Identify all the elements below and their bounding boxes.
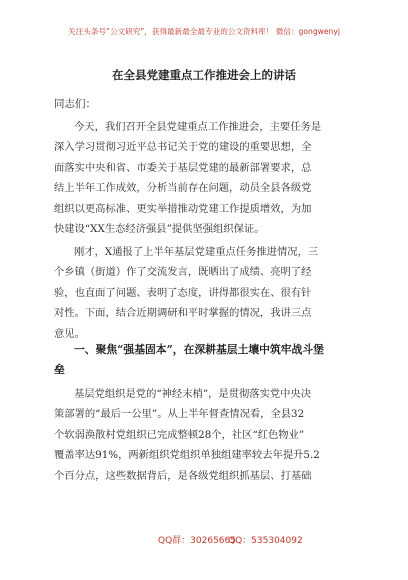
promo-header: 关注头条号“公文研究”，获得最新最全最专业的公文资料库！ 微信：gongwenyj — [68, 27, 340, 36]
heading-line: 垒 — [54, 363, 65, 377]
qq-group: QQ群：30265665 — [158, 536, 236, 546]
section-heading-1 — [54, 340, 358, 381]
text-line: 快建设“XX生态经济强县”提供坚强组织保证。 — [54, 223, 265, 236]
paragraph-summary — [54, 242, 356, 344]
text-line: 面落实中央和省、市委关于基层党建的最新部署要求，总 — [54, 161, 312, 174]
paragraph-intro — [54, 117, 356, 239]
text-line: 对性。下面，结合近期调研和平时掌握的情况，我讲三点 — [54, 307, 312, 320]
text-line: 组织以更高标准、更实举措推动党建工作提质增效，为加 — [54, 202, 312, 215]
text-line: 个乡镇（街道）作了交流发言，既晒出了成绩、亮明了经 — [54, 266, 312, 279]
text-line: 基层党组织是党的“神经末梢”，是贯彻落实党中央决 — [74, 388, 312, 400]
text-line: 覆盖率达91%，两新组织党组织单独组建率较去年提升5.2 — [54, 449, 320, 462]
text-line: 意见。 — [54, 327, 85, 340]
paragraph-section-1 — [54, 384, 356, 486]
text-line: 策部署的“最后一公里”。从上半年督查情况看，全县32 — [54, 408, 305, 421]
text-line: 刚才，X通报了上半年基层党建重点任务推进情况，三 — [74, 246, 319, 258]
text-line: 个软弱涣散村党组织已完成整顿28个，社区“红色物业” — [54, 428, 305, 441]
document-title: 在全县党建重点工作推进会上的讲话 — [112, 68, 296, 82]
text-line: 结上半年工作成效，分析当前存在问题，动员全县各级党 — [54, 182, 312, 195]
salutation: 同志们： — [54, 98, 96, 110]
heading-line: 一、聚焦“强基固本”，在深耕基层土壤中筑牢战斗堡 — [74, 343, 324, 356]
qq-contact: QQ：535304092 — [228, 536, 303, 546]
text-line: 深入学习贯彻习近平总书记关于党的建设的重要思想，全 — [54, 141, 312, 154]
text-line: 验，也直面了问题、表明了态度，讲得都很实在、很有针 — [54, 286, 312, 299]
text-line: 个百分点，这些数据背后，是各级党组织抓基层、打基础 — [54, 469, 312, 482]
text-line: 今天，我们召开全县党建重点工作推进会，主要任务是 — [74, 121, 322, 133]
